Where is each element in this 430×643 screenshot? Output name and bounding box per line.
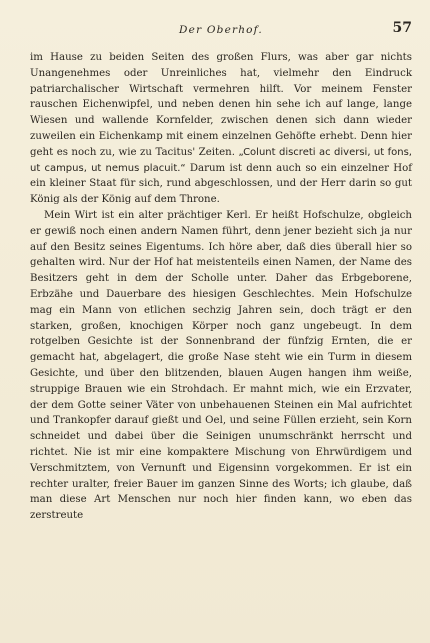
- page-number: 57: [392, 20, 412, 36]
- paragraph-1-after: Darum ist denn auch so ein einzelner Hof ein kleiner Staat für sich, rund abgeschlossen, und der Herr darin so gut König als der König auf dem Throne.: [30, 162, 413, 206]
- paragraph-2: Mein Wirt ist ein alter prächtiger Kerl. Er heißt Hofschulze, obgleich er gewiß noch einen andern Namen führt, denn jener bezieht sich ja nur auf den Besitz seines Eigentums. Ich höre aber, daß dies überall hier so gehalten wird. Nur der Hof hat meistenteils einen Namen, der Name des Besitzers geht in dem der Scholle unter. Daher das Erbgeborene, Erbzähe und Dauerbare des hiesigen Geschlechtes. Mein Hofschulze mag ein Mann von etlichen sechzig Jahren sein, doch trägt er den starken, großen, knochigen Körper noch ganz ungebeugt. In dem rotgelben Gesichte ist der Sonnenbrand der fünfzig Ernten, die er gemacht hat, abgelagert, die große Nase steht wie ein Turm in diesem Gesichte, und über den blitzenden, blauen Augen hangen ihm weiße, struppige Brauen wie ein Strohdach. Er mahnt mich, wie ein Erzvater, der dem Gotte seiner Väter von unbehauenen Steinen ein Mal aufrichtet und Trankopfer darauf gießt und Oel, und seine Füllen erzieht, sein Korn schneidet und dabei über die Seinigen unumschränkt herrscht und richtet. Nie ist mir eine kompaktere Mischung von Ehrwürdigem und Verschmitztem, von Vernunft und Eigensinn vorgekommen. Er ist ein rechter uralter, freier Bauer im ganzen Sinne des Worts; ich glaube, daß man diese Art Menschen nur noch hier finden kann, wo eben das zerstreute: [30, 209, 412, 522]
- page-header: [30, 20, 412, 42]
- paragraph-1-before: im Hause zu beiden Seiten des großen Flurs, was aber gar nichts Unangenehmes oder Unreinliches hat, vielmehr den Eindruck patriarchalischer Wirtschaft vermehren hilft. Vor meinem Fenster rauschen Eichenwipfel, und neben denen hin sehe ich auf lange, lange Wiesen und wallende Kornfelder, zwischen denen sich dann wieder zuweilen ein Eichenkamp mit einem einzelnen Gehöfte erhebt. Denn hier geht es noch zu, wie zu Tacitus' Zeiten.: [30, 52, 412, 158]
- body-text: [30, 50, 412, 524]
- latin-quotation: „Colunt discreti ac diversi, ut fons, ut campus, ut nemus placuit.“: [30, 146, 412, 174]
- paragraph-1: [30, 50, 412, 208]
- running-head: Der Oberhof.: [179, 24, 263, 36]
